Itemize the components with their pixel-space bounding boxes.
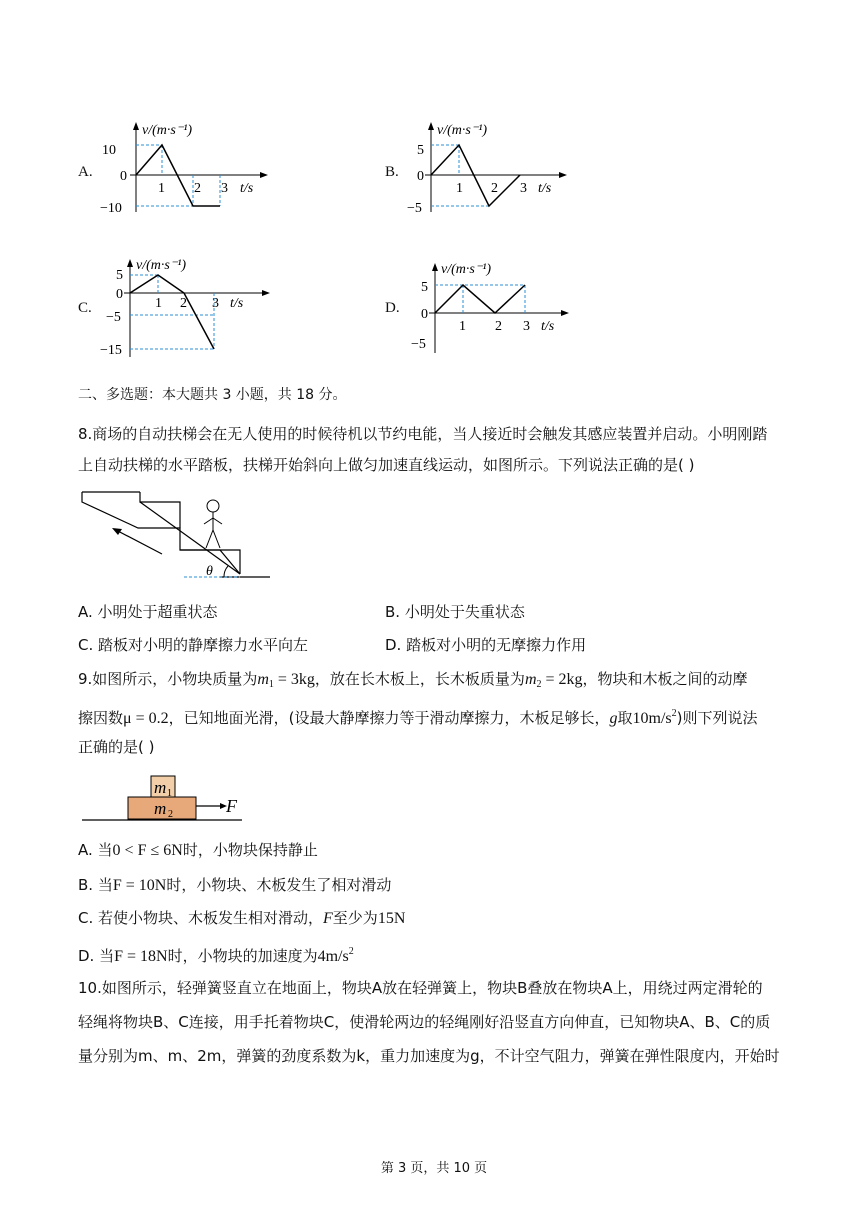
- vt-graph-b: [407, 118, 587, 218]
- option-a[interactable]: [78, 118, 278, 218]
- m2-value: = 2kg: [541, 671, 583, 688]
- q9-opt-b-text2: 时，小物块、木板发生了相对滑动: [166, 876, 392, 894]
- y-tick-0: 0: [116, 287, 123, 302]
- step-upper: [140, 492, 180, 528]
- q9-opt-d-sup: 2: [348, 946, 354, 957]
- q10-line-2: 轻绳将物块B、C连接，用手托着物块C，使滑轮两边的轻绳刚好沿竖直方向伸直，已知物块A、B、C的质: [78, 1013, 771, 1031]
- vt-line: [130, 275, 214, 349]
- y-tick-neg5: −5: [411, 337, 426, 352]
- motion-arrowhead: [112, 528, 122, 535]
- q10-line-3: 量分别为m、m、2m，弹簧的劲度系数为k，重力加速度为g，不计空气阻力，弹簧在弹性限度内，开始时: [78, 1047, 780, 1065]
- q9-text-2c: 取: [617, 709, 633, 727]
- option-d[interactable]: [385, 253, 585, 363]
- t-axis-label: t/s: [230, 296, 244, 311]
- m1-symbol: m: [257, 671, 269, 688]
- q9-opt-d-text2: 时，小物块的加速度为: [167, 947, 318, 965]
- q9-opt-c-math: 15N: [377, 910, 406, 927]
- g-symbol: g: [609, 710, 618, 727]
- y-tick-5: 5: [421, 280, 428, 295]
- q8-line-2: 上自动扶梯的水平踏板，扶梯开始斜向上做匀加速直线运动，如图所示。下列说法正确的是( ): [78, 456, 695, 474]
- t-axis-arrow: [262, 290, 270, 296]
- v-axis-label: v/(m·s⁻¹): [142, 123, 193, 138]
- option-c-letter: C.: [78, 300, 92, 316]
- x-tick-1: 1: [456, 181, 463, 196]
- x-tick-1: 1: [459, 319, 466, 334]
- x-tick-2: 2: [180, 296, 187, 311]
- q9-opt-c-text2: 至少为: [332, 909, 378, 927]
- option-c[interactable]: [78, 253, 278, 363]
- person-leg-l: [206, 530, 213, 548]
- q9-opt-b-text1: B. 当: [78, 876, 113, 894]
- q9-option-b[interactable]: [78, 874, 391, 897]
- x-tick-3: 3: [212, 296, 219, 311]
- y-tick-neg10: −10: [100, 201, 122, 216]
- vt-graph-c: [100, 253, 280, 363]
- x-tick-3: 3: [221, 181, 228, 196]
- label-F: F: [226, 796, 237, 816]
- y-tick-neg15: −15: [100, 343, 122, 358]
- vt-graph-a: [100, 118, 280, 218]
- t-axis-label: t/s: [240, 181, 254, 196]
- q9-opt-a-text2: 时，小物块保持静止: [182, 841, 318, 859]
- angle-arc: [224, 566, 228, 577]
- q9-opt-c-F: F: [323, 910, 333, 927]
- y-tick-0: 0: [421, 307, 428, 322]
- q9-text-1b: ，放在长木板上，长木板质量为: [314, 670, 525, 688]
- person-leg-r: [213, 530, 220, 548]
- v-axis-label: v/(m·s⁻¹): [136, 258, 187, 273]
- page-footer: 第 3 页，共 10 页: [380, 1161, 488, 1176]
- q9-line-2: [78, 703, 757, 730]
- x-tick-1: 1: [155, 296, 162, 311]
- y-tick-neg5: −5: [407, 201, 422, 216]
- angle-label: θ: [206, 564, 213, 579]
- m1-subscript: 1: [268, 679, 274, 690]
- v-axis-arrow: [432, 263, 438, 271]
- q9-opt-a-math: 0 < F ≤ 6N: [112, 842, 183, 859]
- q9-text-2d: )则下列说法: [676, 709, 758, 727]
- m2-symbol: m: [524, 671, 537, 688]
- q9-option-d[interactable]: [78, 941, 354, 968]
- option-a-letter: A.: [78, 164, 93, 180]
- t-axis-label: t/s: [538, 181, 552, 196]
- v-axis-arrow: [127, 259, 133, 267]
- label-m2: m: [154, 799, 167, 818]
- x-tick-1: 1: [158, 181, 165, 196]
- m2-subscript: 2: [536, 679, 542, 690]
- v-axis-label: v/(m·s⁻¹): [441, 262, 492, 277]
- section-heading: 二、多选题：本大题共 3 小题，共 18 分。: [78, 387, 347, 403]
- q9-opt-a-text1: A. 当: [78, 841, 113, 859]
- label-m1-sub: 1: [167, 788, 172, 799]
- q9-text-2a: 擦因数: [78, 709, 124, 727]
- q9-opt-d-accel: 4m/s: [317, 948, 349, 965]
- q9-option-a[interactable]: [78, 839, 318, 862]
- q8-line-1: 8.商场的自动扶梯会在无人使用的时候待机以节约电能，当人接近时会触发其感应装置并启动。小明刚踏: [78, 425, 768, 443]
- q9-opt-d-math: F = 18N: [114, 948, 168, 965]
- y-tick-5: 5: [116, 268, 123, 283]
- y-tick-0: 0: [417, 169, 424, 184]
- q9-line-3: 正确的是( ): [78, 738, 155, 756]
- vt-graph-d: [407, 253, 587, 363]
- v-axis-label: v/(m·s⁻¹): [437, 123, 488, 138]
- g-value: 10m/s: [632, 710, 672, 727]
- q9-line-1: [78, 668, 748, 696]
- option-b-letter: B.: [385, 164, 399, 180]
- t-axis-arrow: [561, 310, 569, 316]
- t-axis-arrow: [260, 172, 268, 178]
- option-d-letter: D.: [385, 300, 400, 316]
- escalator-figure: [80, 490, 275, 585]
- q9-opt-d-text1: D. 当: [78, 947, 115, 965]
- y-tick-0: 0: [120, 169, 127, 184]
- g-superscript: 2: [671, 708, 677, 719]
- x-tick-3: 3: [523, 319, 530, 334]
- q9-opt-c-text1: C. 若使小物块、木板发生相对滑动，: [78, 909, 324, 927]
- motion-arrow: [116, 530, 162, 554]
- option-b[interactable]: [385, 118, 585, 218]
- q8-option-b[interactable]: B. 小明处于失重状态: [385, 603, 525, 621]
- block-board-figure: [80, 772, 245, 824]
- x-tick-2: 2: [491, 181, 498, 196]
- q9-text-1c: ，物块和木板之间的动摩: [582, 670, 748, 688]
- y-tick-10: 10: [102, 143, 116, 158]
- q9-text-1a: 9.如图所示，小物块质量为: [78, 670, 258, 688]
- v-axis-arrow: [133, 122, 139, 130]
- x-tick-2: 2: [495, 319, 502, 334]
- escalator-slope: [140, 502, 240, 574]
- x-tick-2: 2: [194, 181, 201, 196]
- x-tick-3: 3: [520, 181, 527, 196]
- person-head: [207, 500, 219, 512]
- person-arm-l: [204, 518, 213, 524]
- y-tick-5: 5: [417, 143, 424, 158]
- m1-value: = 3kg: [273, 671, 315, 688]
- mu-value: μ = 0.2: [123, 710, 169, 727]
- q9-option-c[interactable]: [78, 907, 405, 930]
- v-axis-arrow: [428, 122, 434, 130]
- escalator-outline: [82, 492, 240, 574]
- t-axis-label: t/s: [541, 319, 555, 334]
- q9-text-2b: ，已知地面光滑，(设最大静摩擦力等于滑动摩擦力，木板足够长，: [168, 709, 610, 727]
- person-arm-r: [213, 518, 222, 524]
- q10-line-1: 10.如图所示，轻弹簧竖直立在地面上，物块A放在轻弹簧上，物块B叠放在物块A上，用绕过两定滑轮的: [78, 979, 763, 997]
- q8-option-c[interactable]: C. 踏板对小明的静摩擦力水平向左: [78, 636, 309, 654]
- label-m2-sub: 2: [168, 809, 173, 820]
- y-tick-neg5: −5: [106, 310, 121, 325]
- q8-option-d[interactable]: D. 踏板对小明的无摩擦力作用: [385, 636, 587, 654]
- t-axis-arrow: [559, 172, 567, 178]
- vt-line: [435, 285, 525, 313]
- q9-opt-b-math: F = 10N: [112, 877, 167, 894]
- label-m1: m: [154, 778, 167, 797]
- q8-option-a[interactable]: A. 小明处于超重状态: [78, 603, 218, 621]
